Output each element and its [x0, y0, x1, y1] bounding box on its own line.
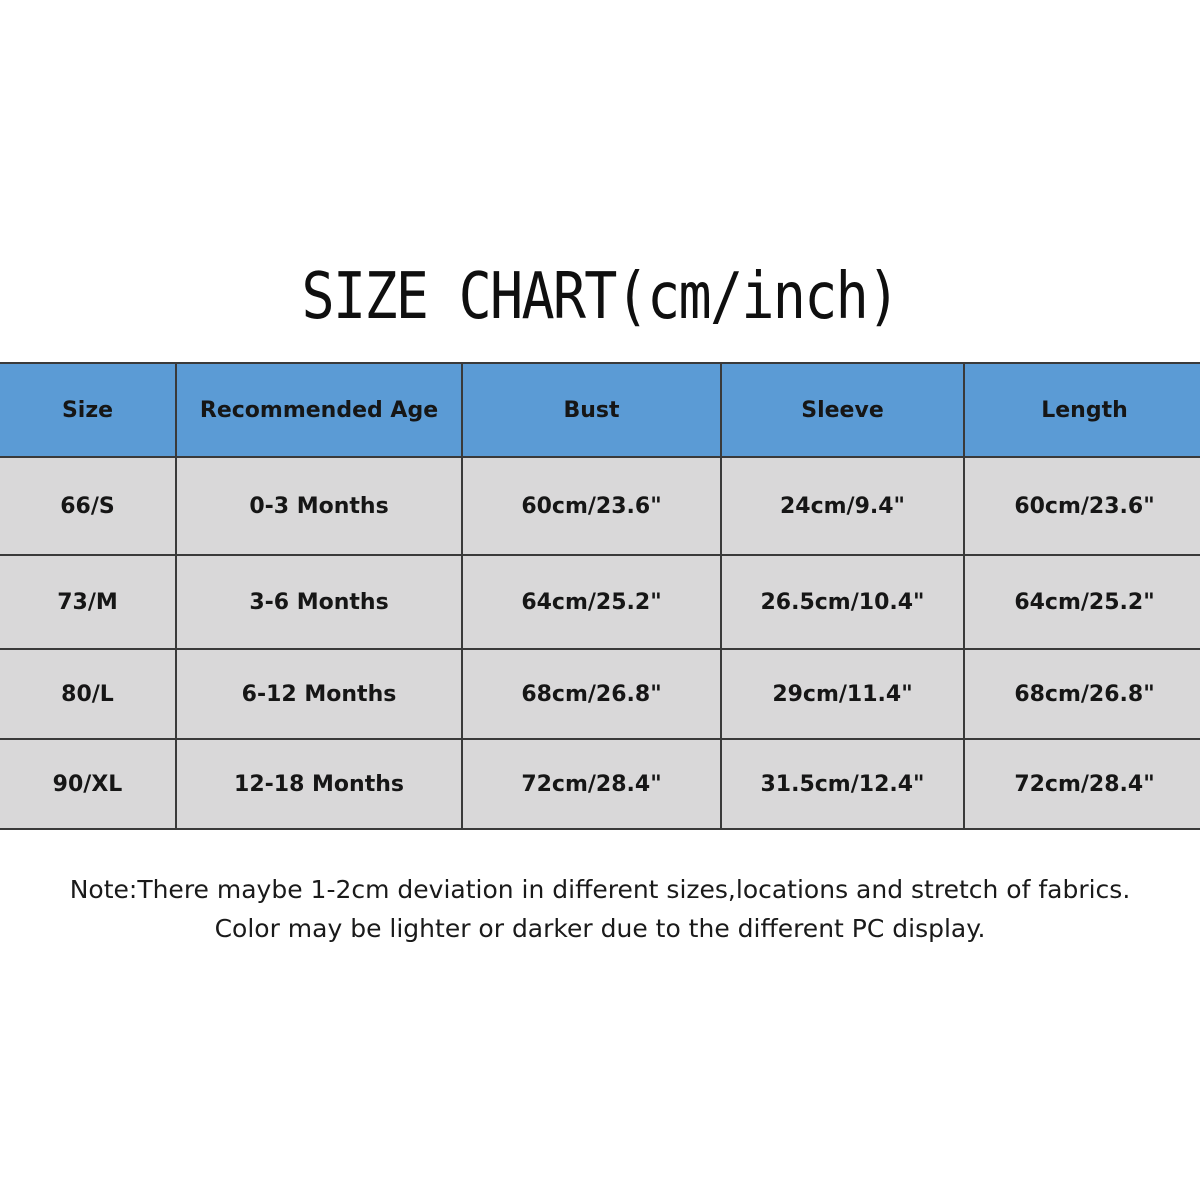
cell-age: 0-3 Months [176, 457, 462, 555]
header-bust: Bust [462, 363, 721, 457]
cell-age: 6-12 Months [176, 649, 462, 739]
cell-sleeve: 29cm/11.4" [721, 649, 964, 739]
cell-sleeve: 31.5cm/12.4" [721, 739, 964, 829]
cell-bust: 64cm/25.2" [462, 555, 721, 649]
table-row [0, 457, 1200, 555]
cell-bust: 60cm/23.6" [462, 457, 721, 555]
note-text [0, 870, 1200, 948]
cell-length: 72cm/28.4" [964, 739, 1200, 829]
cell-length: 60cm/23.6" [964, 457, 1200, 555]
header-sleeve: Sleeve [721, 363, 964, 457]
cell-size: 90/XL [0, 739, 176, 829]
cell-length: 64cm/25.2" [964, 555, 1200, 649]
cell-size: 73/M [0, 555, 176, 649]
header-size: Size [0, 363, 176, 457]
header-recommended-age: Recommended Age [176, 363, 462, 457]
cell-age: 3-6 Months [176, 555, 462, 649]
cell-sleeve: 24cm/9.4" [721, 457, 964, 555]
cell-size: 80/L [0, 649, 176, 739]
header-length: Length [964, 363, 1200, 457]
cell-bust: 72cm/28.4" [462, 739, 721, 829]
cell-bust: 68cm/26.8" [462, 649, 721, 739]
cell-size: 66/S [0, 457, 176, 555]
size-table [0, 362, 1200, 830]
note-line-color: Color may be lighter or darker due to the different PC display. [214, 914, 986, 943]
table-row [0, 739, 1200, 829]
cell-sleeve: 26.5cm/10.4" [721, 555, 964, 649]
table-row [0, 649, 1200, 739]
note-line-deviation: Note:There maybe 1-2cm deviation in different sizes,locations and stretch of fabrics. [69, 875, 1131, 904]
table-row [0, 555, 1200, 649]
cell-age: 12-18 Months [176, 739, 462, 829]
cell-length: 68cm/26.8" [964, 649, 1200, 739]
page-title: SIZE CHART(cm/inch) [301, 260, 899, 334]
table-header-row [0, 363, 1200, 457]
